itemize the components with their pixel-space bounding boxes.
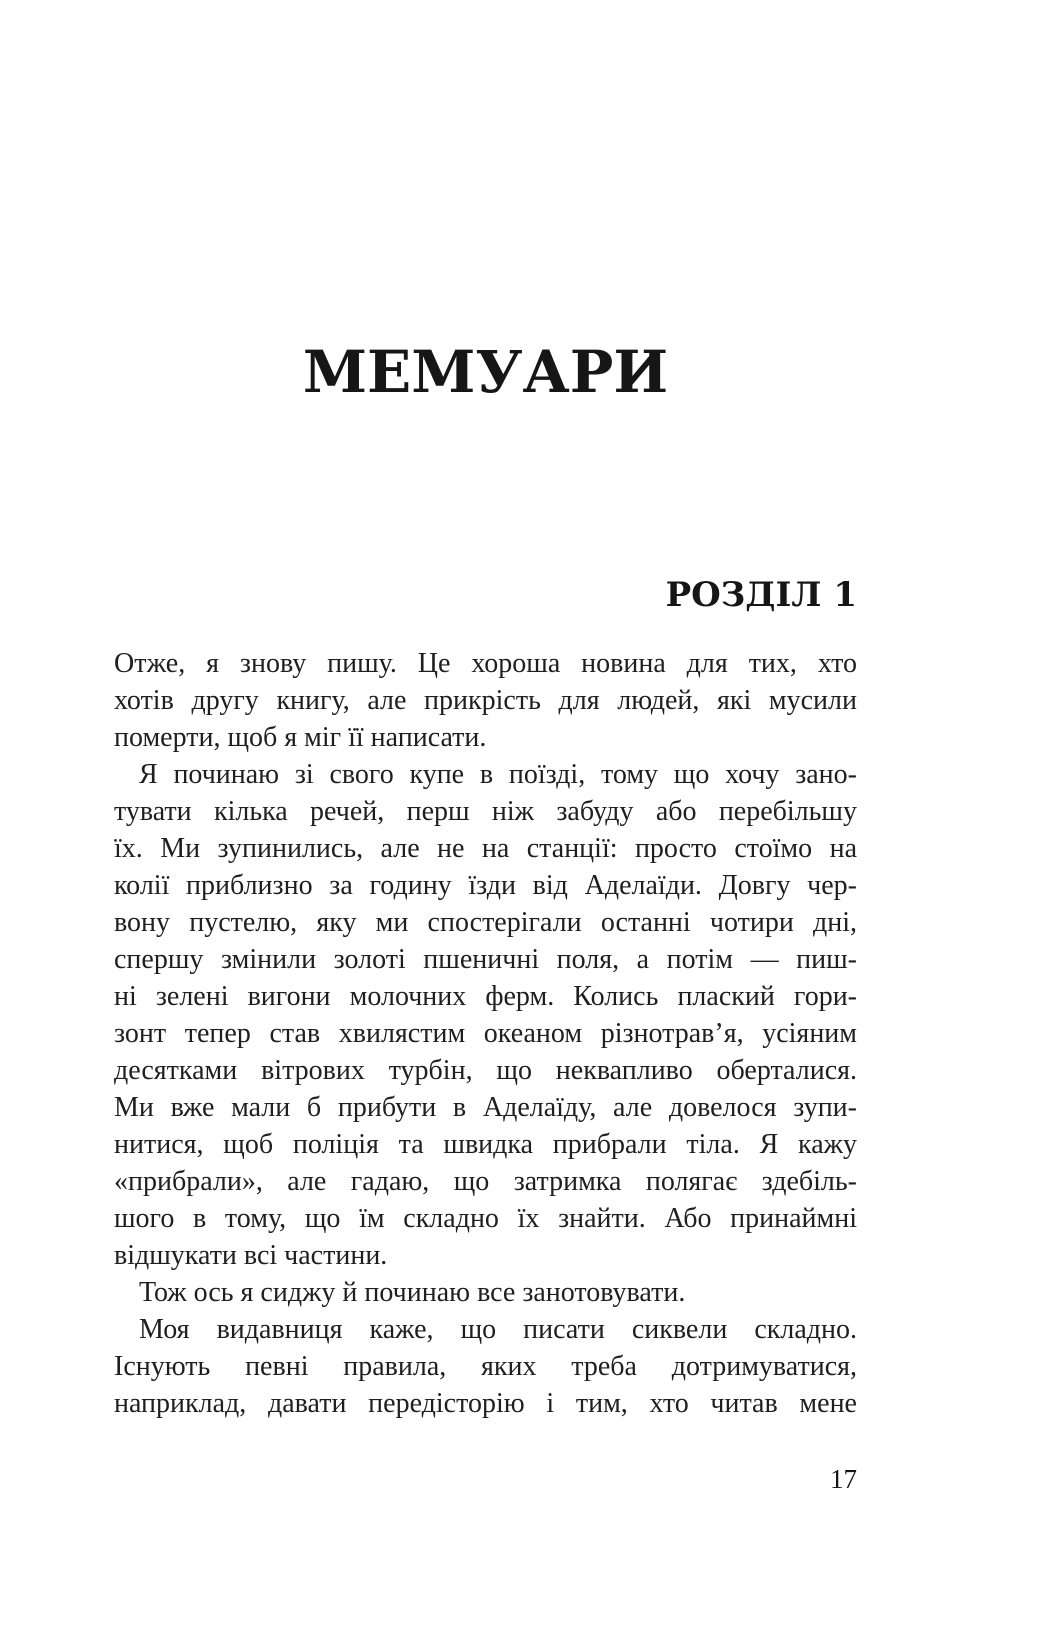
page-number: 17 bbox=[830, 1464, 857, 1494]
chapter-heading: РОЗДІЛ 1 bbox=[665, 575, 857, 615]
body-line: ні зелені вигони молочних ферм. Колись плаский гори- bbox=[114, 981, 857, 1012]
body-text bbox=[114, 645, 857, 1422]
body-line: наприклад, давати передісторію і тим, хто читав мене bbox=[114, 1388, 857, 1419]
body-line: Моя видавниця каже, що писати сиквели складно. bbox=[139, 1314, 857, 1345]
body-line: їх. Ми зупинились, але не на станції: просто стоїмо на bbox=[114, 833, 857, 864]
body-line: хотів другу книгу, але прикрість для людей, які мусили bbox=[114, 685, 857, 716]
body-line: Я починаю зі свого купе в поїзді, тому що хочу зано- bbox=[139, 759, 857, 790]
body-line: шого в тому, що їм складно їх знайти. Або принаймні bbox=[114, 1203, 857, 1234]
book-title: МЕМУАРИ bbox=[302, 338, 669, 406]
body-line: померти, щоб я міг її написати. bbox=[114, 722, 487, 753]
body-line: зонт тепер став хвилястим океаном різнотрав’я, усіяним bbox=[114, 1018, 857, 1049]
body-line: колії приблизно за годину їзди від Аделаїди. Довгу чер- bbox=[114, 870, 857, 901]
body-line: спершу змінили золоті пшеничні поля, а потім — пиш- bbox=[114, 944, 857, 975]
body-line: тувати кілька речей, перш ніж забуду або перебільшу bbox=[114, 796, 857, 827]
body-line: Ми вже мали б прибути в Аделаїду, але довелося зупи- bbox=[114, 1092, 857, 1123]
body-line: Отже, я знову пишу. Це хороша новина для тих, хто bbox=[114, 648, 857, 679]
body-line: Існують певні правила, яких треба дотримуватися, bbox=[114, 1351, 857, 1382]
body-line: десятками вітрових турбін, що неквапливо оберталися. bbox=[114, 1055, 857, 1086]
body-line: нитися, щоб поліція та швидка прибрали тіла. Я кажу bbox=[114, 1129, 857, 1160]
body-line: «прибрали», але гадаю, що затримка полягає здебіль- bbox=[114, 1166, 857, 1197]
body-line: відшукати всі частини. bbox=[114, 1240, 388, 1271]
body-line: вону пустелю, яку ми спостерігали останні чотири дні, bbox=[114, 907, 857, 938]
body-line: Тож ось я сиджу й починаю все занотовувати. bbox=[139, 1277, 686, 1308]
